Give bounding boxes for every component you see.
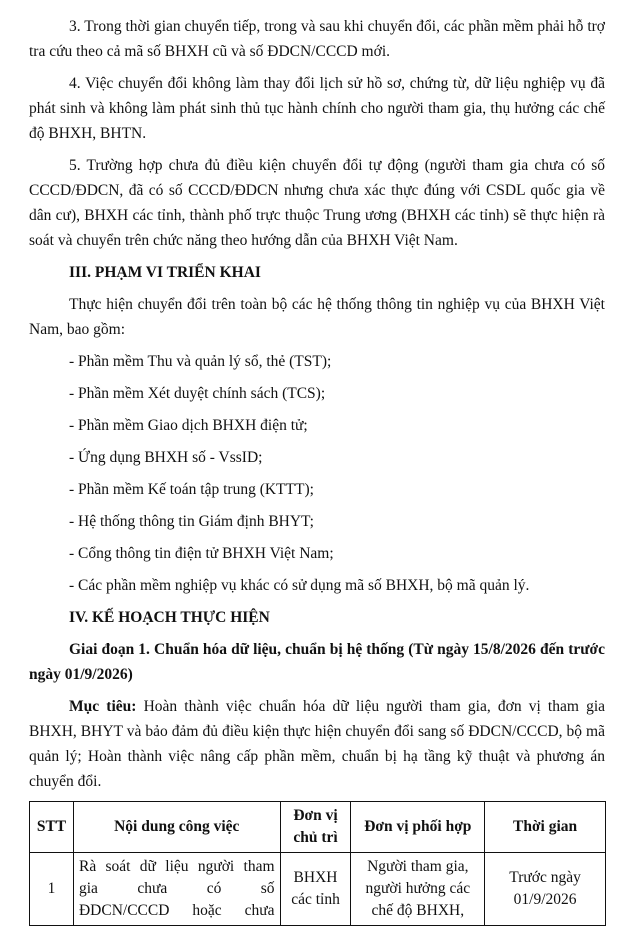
goal-paragraph (29, 694, 605, 794)
section-4-heading: IV. KẾ HOẠCH THỰC HIỆN (69, 609, 270, 626)
header-coop-unit: Đơn vị phối hợp (351, 802, 485, 853)
phase-1-heading: Giai đoạn 1. Chuẩn hóa dữ liệu, chuẩn bị hệ thống (Từ ngày 15/8/2026 đến trước ngày 01/9/2026) (29, 641, 605, 683)
cell-time: Trước ngày 01/9/2026 (485, 853, 606, 926)
list-item: - Phần mềm Kế toán tập trung (KTTT); (69, 481, 314, 498)
table-row (30, 853, 606, 926)
header-lead-unit: Đơn vị chủ trì (280, 802, 351, 853)
cell-lead-unit: BHXH các tỉnh (280, 853, 351, 926)
header-time: Thời gian (485, 802, 606, 853)
paragraph-5: 5. Trường hợp chưa đủ điều kiện chuyển đổi tự động (người tham gia chưa có số CCCD/ĐDCN, đã có số CCCD/ĐDCN nhưng chưa xác thực đúng với CSDL quốc gia về dân cư), BHXH các tỉnh, thành phố trực thuộc Trung ương (BHXH các tỉnh) sẽ thực hiện rà soát và chuyển trên chức năng theo hướng dẫn của BHXH Việt Nam. (29, 157, 605, 249)
cell-coop-unit: Người tham gia, người hưởng các chế độ BHXH, (351, 853, 485, 926)
header-stt: STT (30, 802, 74, 853)
list-item: - Phần mềm Giao dịch BHXH điện tử; (69, 417, 308, 434)
section-3-heading: III. PHẠM VI TRIỂN KHAI (69, 264, 261, 281)
header-content: Nội dung công việc (73, 802, 280, 853)
list-item: - Cổng thông tin điện tử BHXH Việt Nam; (69, 545, 334, 562)
table-header-row (30, 802, 606, 853)
paragraph-4: 4. Việc chuyển đổi không làm thay đổi lịch sử hồ sơ, chứng từ, dữ liệu nghiệp vụ đã phát sinh và không làm phát sinh thủ tục hành chính cho người tham gia, thụ hưởng các chế độ BHXH, BHTN. (29, 75, 605, 142)
goal-text: Hoàn thành việc chuẩn hóa dữ liệu người tham gia, đơn vị tham gia BHXH, BHYT và bảo đảm đủ điều kiện thực hiện chuyển đổi sang số ĐDCN/CCCD, bộ mã quản lý; Hoàn thành việc nâng cấp phần mềm, chuẩn bị hạ tầng kỹ thuật và phương án chuyển đổi. (29, 698, 606, 790)
goal-label: Mục tiêu: (69, 698, 137, 715)
list-item: - Phần mềm Xét duyệt chính sách (TCS); (69, 385, 326, 402)
list-item: - Phần mềm Thu và quản lý sổ, thẻ (TST); (69, 353, 332, 370)
list-item: - Các phần mềm nghiệp vụ khác có sử dụng mã số BHXH, bộ mã quản lý. (69, 577, 530, 594)
cell-stt: 1 (30, 853, 74, 926)
cell-content: Rà soát dữ liệu người tham gia chưa có số ĐDCN/CCCD hoặc chưa (73, 853, 280, 926)
paragraph-3: 3. Trong thời gian chuyển tiếp, trong và sau khi chuyển đổi, các phần mềm phải hỗ trợ tra cứu theo cả mã số BHXH cũ và số ĐDCN/CCCD mới. (29, 18, 605, 60)
plan-table (29, 801, 606, 926)
section-3-intro: Thực hiện chuyển đổi trên toàn bộ các hệ thống thông tin nghiệp vụ của BHXH Việt Nam, bao gồm: (29, 296, 605, 338)
list-item: - Hệ thống thông tin Giám định BHYT; (69, 513, 314, 530)
list-item: - Ứng dụng BHXH số - VssID; (69, 449, 263, 466)
